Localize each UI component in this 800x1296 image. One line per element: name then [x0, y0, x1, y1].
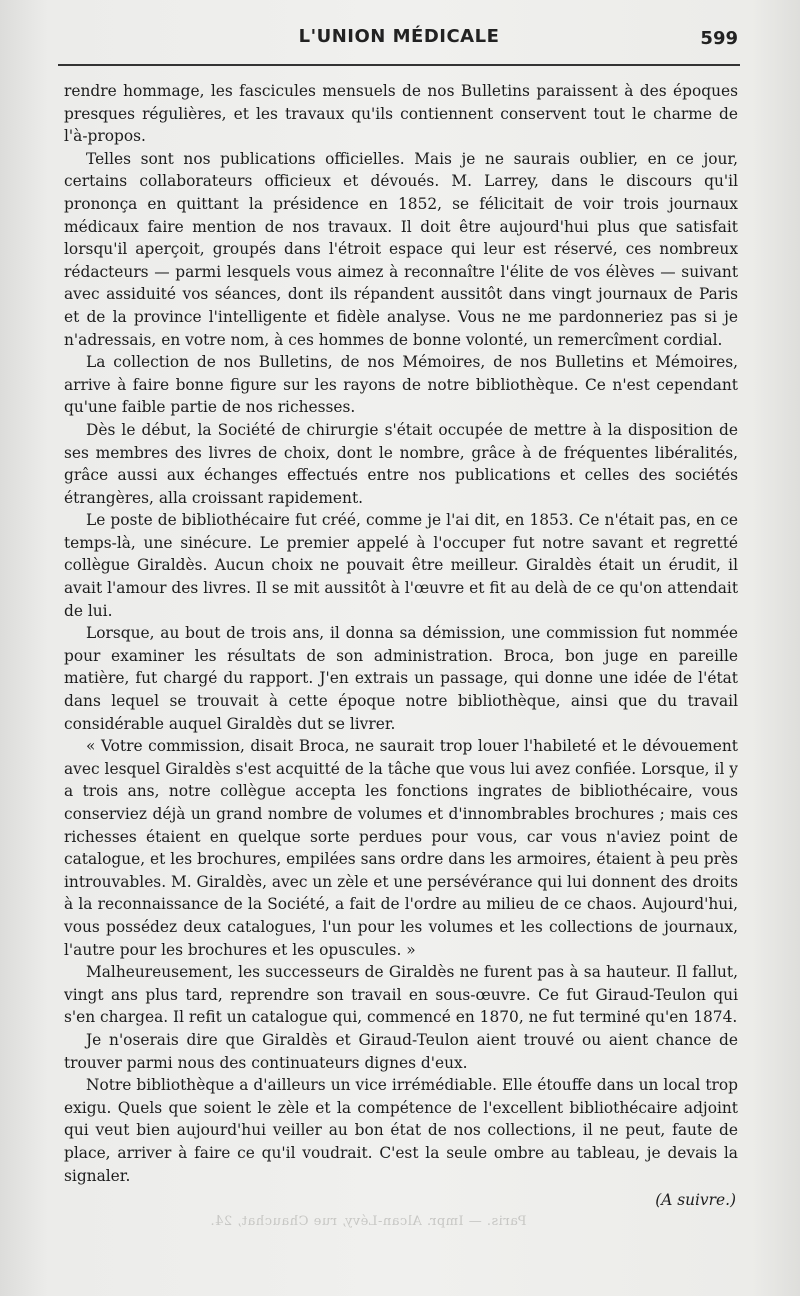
paragraph-6: Lorsque, au bout de trois ans, il donna sa démission, une commission fut nommée pour examiner les résultats de son administration. Broca, bon juge en pareille matière, fut chargé du rapport. J'en extrais un passage, qui donne une idée de l'état dans lequel se trouvait à cette époque notre bibliothèque, ainsi que du travail considérable auquel Giraldès dut se livrer. — [64, 624, 738, 733]
paragraph-3: La collection de nos Bulletins, de nos Mémoires, de nos Bulletins et Mémoires, arrive à faire bonne figure sur les rayons de notre bibliothèque. Ce n'est cependant qu'une faible partie de nos richesses. — [64, 353, 738, 417]
bleed-through-text: Paris. — Impr. Alcan-Lévy, rue Chauchat, 24. — [210, 1214, 527, 1229]
page-header — [60, 26, 738, 60]
paragraph-10: Notre bibliothèque a d'ailleurs un vice irrémédiable. Elle étouffe dans un local trop exigu. Quels que soient le zèle et la compétence de l'excellent bibliothécaire adjoint qui veut bien aujourd'hui veiller au bon état de nos collections, il ne peut, faute de place, arriver à faire ce qu'il voudrait. C'est la seule ombre au tableau, je devais la signaler. — [64, 1076, 738, 1185]
broca-quote: « Votre commission, disait Broca, ne saurait trop louer l'habileté et le dévouement avec lesquel Giraldès s'est acquitté de la tâche que vous lui avez confiée. Lorsque, il y a trois ans, notre collègue accepta les fonctions ingrates de bibliothécaire, vous conserviez déjà un grand nombre de volumes et d'innombrables brochures ; mais ces richesses étaient en quelque sorte perdues pour vous, car vous n'aviez point de catalogue, et les brochures, empilées sans ordre dans les armoires, étaient à peu près introuvables. M. Giraldès, avec un zèle et une persévérance qui lui donnent des droits à la reconnaissance de la Société, a fait de l'ordre au milieu de ce chaos. Aujourd'hui, vous possédez deux catalogues, l'un pour les volumes et les collections de journaux, l'autre pour les brochures et les opuscules. » — [64, 737, 738, 959]
paragraph-5: Le poste de bibliothécaire fut créé, comme je l'ai dit, en 1853. Ce n'était pas, en ce temps-là, une sinécure. Le premier appelé à l'occuper fut notre savant et regretté collègue Giraldès. Aucun choix ne pouvait être meilleur. Giraldès était un érudit, il avait l'amour des livres. Il se mit aussitôt à l'œuvre et fit au delà de ce qu'on attendait de lui. — [64, 511, 738, 620]
article-body — [64, 80, 738, 1212]
paragraph-2: Telles sont nos publications officielles. Mais je ne saurais oublier, en ce jour, certains collaborateurs officieux et dévoués. M. Larrey, dans le discours qu'il prononça en quittant la présidence en 1852, se félicitait de voir trois journaux médicaux faire mention de nos travaux. Il doit être aujourd'hui plus que satisfait lorsqu'il aperçoit, groupés dans l'étroit espace qui leur est réservé, ces nombreux rédacteurs — parmi lesquels vous aimez à reconnaître l'élite de vos élèves — suivant avec assiduité vos séances, dont ils répandent aussitôt dans vingt journaux de Paris et de la province l'intelligente et fidèle analyse. Vous ne me pardonneriez pas si je n'adressais, en votre nom, à ces hommes de bonne volonté, un remercîment cordial. — [64, 149, 738, 349]
header-rule — [58, 64, 740, 66]
paragraph-1: rendre hommage, les fascicules mensuels de nos Bulletins paraissent à des époques presques régulières, et les travaux qu'ils contiennent conservent tout le charme de l'à-propos. — [64, 82, 738, 146]
paragraph-4: Dès le début, la Société de chirurgie s'était occupée de mettre à la disposition de ses membres des livres de choix, dont le nombre, grâce à de fréquentes libéralités, grâce aussi aux échanges effectués entre nos publications et celles des sociétés étrangères, alla croissant rapidement. — [64, 420, 738, 507]
page-number: 599 — [700, 28, 738, 49]
paragraph-8: Malheureusement, les successeurs de Giraldès ne furent pas à sa hauteur. Il fallut, vingt ans plus tard, reprendre son travail en sous-œuvre. Ce fut Giraud-Teulon qui s'en chargea. Il refit un catalogue qui, commencé en 1870, ne fut terminé qu'en 1874. — [64, 963, 738, 1027]
continuation-note: (A suivre.) — [655, 1191, 736, 1210]
paragraph-9: Je n'oserais dire que Giraldès et Giraud-Teulon aient trouvé ou aient chance de trouver parmi nous des continuateurs dignes d'eux. — [64, 1030, 738, 1072]
running-title: L'UNION MÉDICALE — [298, 26, 500, 47]
